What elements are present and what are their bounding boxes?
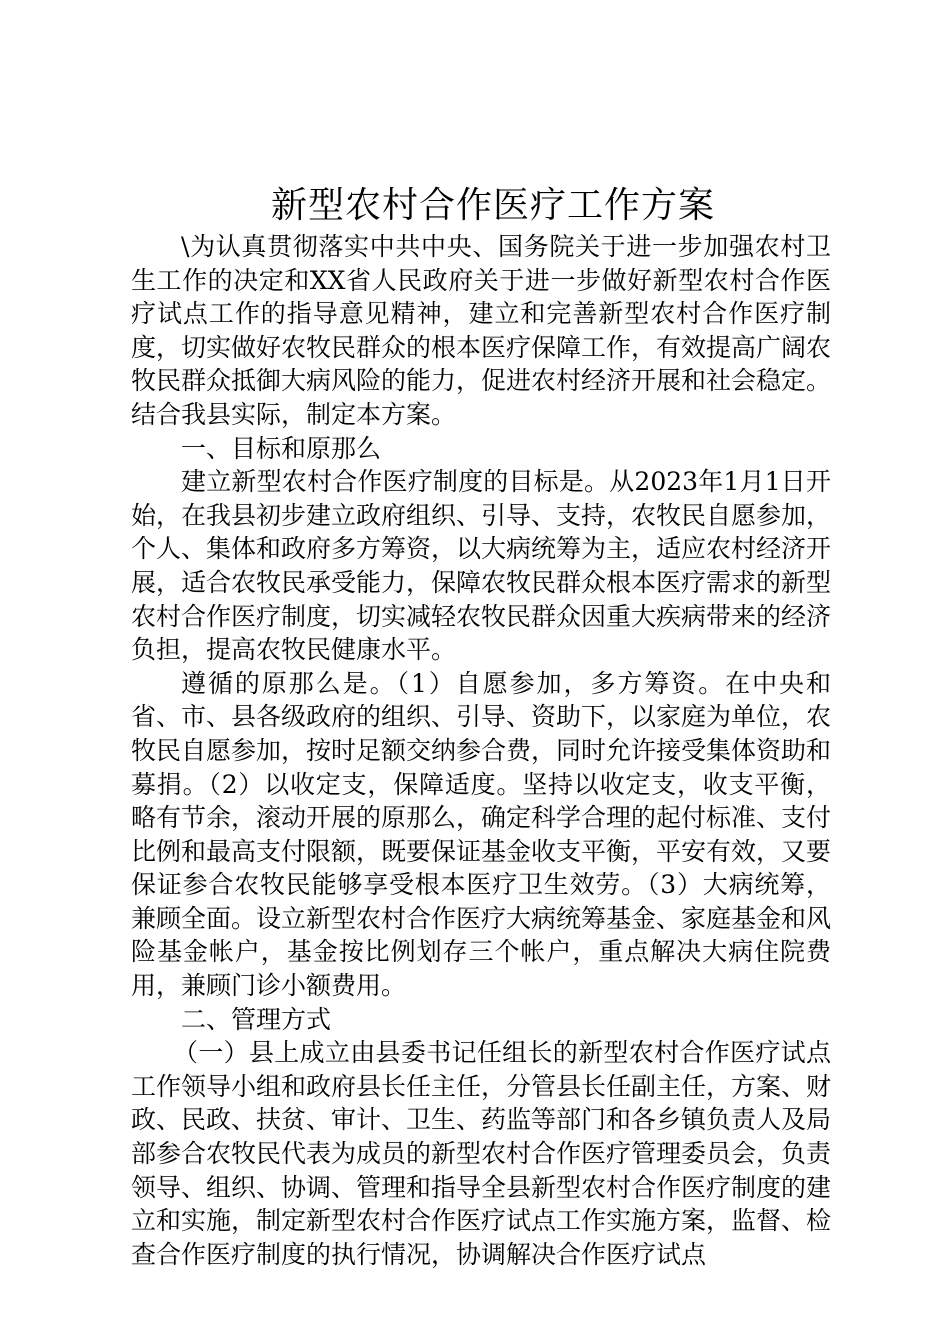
document-page [131, 182, 831, 1271]
document-title: 新型农村合作医疗工作方案 [271, 185, 716, 226]
section-heading-management: 二、管理方式 [181, 1004, 332, 1034]
section-heading-goals: 一、目标和原那么 [181, 433, 382, 463]
management-paragraph: （一）县上成立由县委书记任组长的新型农村合作医疗试点工作领导小组和政府县长任主任，分管县长任副主任，方案、财政、民政、扶贫、审计、卫生、药监等部门和各乡镇负责人及局部参合农牧民代表为成员的新型农村合作医疗管理委员会，负责领导、组织、协调、管理和指导全县新型农村合作医疗制度的建立和实施，制定新型农村合作医疗试点工作实施方案，监督、检查合作医疗制度的执行情况，协调解决合作医疗试点 [131, 1038, 832, 1269]
intro-paragraph: \为认真贯彻落实中共中央、国务院关于进一步加强农村卫生工作的决定和XX省人民政府关于进一步做好新型农村合作医疗试点工作的指导意见精神，建立和完善新型农村合作医疗制度，切实做好农牧民群众的根本医疗保障工作，有效提高广阔农牧民群众抵御大病风险的能力，促进农村经济开展和社会稳定。结合我县实际，制定本方案。 [131, 232, 832, 429]
goals-paragraph: 建立新型农村合作医疗制度的目标是。从2023年1月1日开始，在我县初步建立政府组织、引导、支持，农牧民自愿参加，个人、集体和政府多方筹资，以大病统筹为主，适应农村经济开展，适合农牧民承受能力，保障农牧民群众根本医疗需求的新型农村合作医疗制度，切实减轻农牧民群众因重大疾病带来的经济负担，提高农牧民健康水平。 [131, 467, 832, 665]
principles-paragraph: 遵循的原那么是。（1）自愿参加，多方筹资。在中央和省、市、县各级政府的组织、引导、资助下，以家庭为单位，农牧民自愿参加，按时足额交纳参合费，同时允许接受集体资助和募捐。（2）以收定支，保障适度。坚持以收定支，收支平衡，略有节余，滚动开展的原那么，确定科学合理的起付标准、支付比例和最高支付限额，既要保证基金收支平衡，平安有效，又要保证参合农牧民能够享受根本医疗卫生效劳。（3）大病统筹，兼顾全面。设立新型农村合作医疗大病统筹基金、家庭基金和风险基金帐户，基金按比例划存三个帐户，重点解决大病住院费用，兼顾门诊小额费用。 [131, 668, 832, 1001]
